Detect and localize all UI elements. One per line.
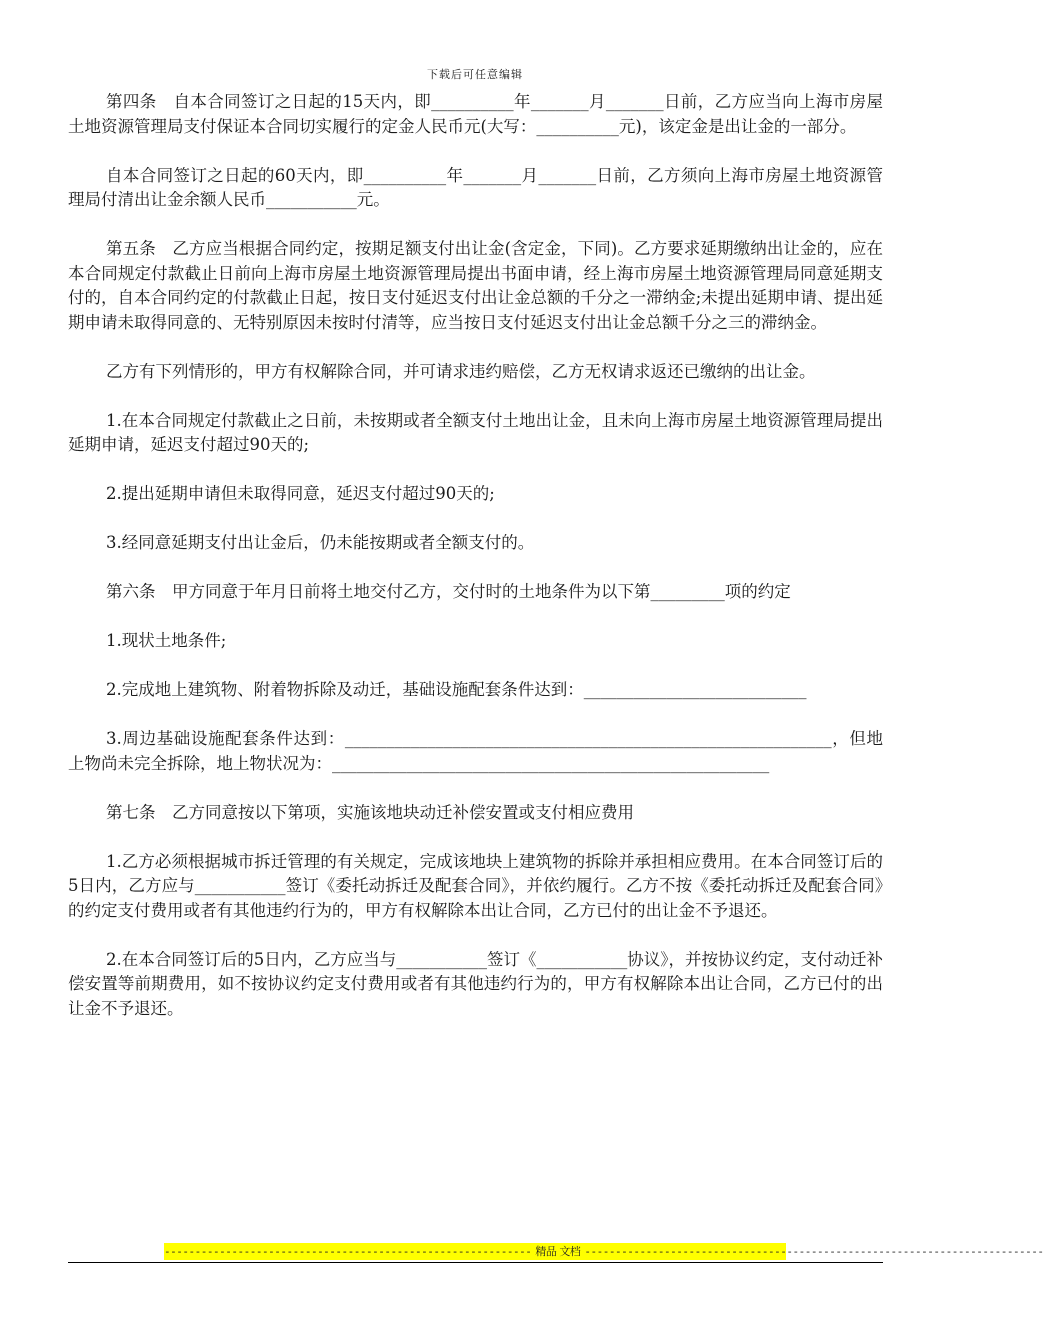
clause-7-item-1: 1.乙方必须根据城市拆迁管理的有关规定，完成该地块上建筑物的拆除并承担相应费用。在本合同签订后的5日内，乙方应与___________签订《委托动拆迁及配套合同》，并依约履行。乙方不按《委托动拆迁及配套合同》的约定支付费用或者有其他违约行为的，甲方有权解除本出让合同，乙方已付的出让金不予退还。 bbox=[68, 851, 883, 920]
clause-6-item-1: 1.现状土地条件; bbox=[106, 631, 227, 650]
document-body bbox=[68, 90, 883, 1046]
termination-item-2: 2.提出延期申请但未取得同意，延迟支付超过90天的; bbox=[106, 484, 495, 503]
footer-rule bbox=[68, 1262, 883, 1263]
clause-7: 第七条 乙方同意按以下第项，实施该地块动迁补偿安置或支付相应费用 bbox=[106, 802, 634, 822]
clause-7-item-2: 2.在本合同签订后的5日内，乙方应当与___________签订《___________协议》，并按协议约定，支付动迁补偿安置等前期费用，如不按协议约定支付费用或者有其他违约行为的，甲方有权解除本出让合同，乙方已付的出让金不予退还。 bbox=[68, 949, 883, 1018]
termination-item-1: 1.在本合同规定付款截止之日前，未按期或者全额支付土地出让金，且未向上海市房屋土地资源管理局提出延期申请，延迟支付超过90天的; bbox=[68, 410, 883, 454]
termination-item-3: 3.经同意延期支付出让金后，仍未能按期或者全额支付的。 bbox=[106, 533, 535, 552]
page-header: 下载后可任意编辑 bbox=[427, 68, 523, 81]
footer-label: 精品 文档 bbox=[531, 1245, 584, 1258]
footer-right-dashes: --------------------------------------------------------------------------- bbox=[584, 1245, 1044, 1258]
clause-6-item-3: 3.周边基础设施配套条件达到：___________________________________________________________，但地上物尚未完全拆除，地上物状况为：_____________________________________________________ bbox=[68, 729, 883, 773]
clause-4-deposit: 第四条 自本合同签订之日起的15天内，即__________年_______月_______日前，乙方应当向上海市房屋土地资源管理局支付保证本合同切实履行的定金人民币元(大写：__________元)，该定金是出让金的一部分。 bbox=[68, 92, 883, 136]
footer-watermark bbox=[164, 1243, 1044, 1260]
clause-4-balance: 自本合同签订之日起的60天内，即__________年_______月_______日前，乙方须向上海市房屋土地资源管理局付清出让金余额人民币___________元。 bbox=[68, 165, 883, 209]
clause-6: 第六条 甲方同意于年月日前将土地交付乙方，交付时的土地条件为以下第_________项的约定 bbox=[106, 582, 791, 601]
footer-left-dashes: ------------------------------------------------------------ bbox=[164, 1245, 532, 1258]
termination-conditions: 乙方有下列情形的，甲方有权解除合同，并可请求违约赔偿，乙方无权请求返还已缴纳的出让金。 bbox=[106, 361, 816, 381]
clause-5: 第五条 乙方应当根据合同约定，按期足额支付出让金(含定金，下同)。乙方要求延期缴纳出让金的，应在本合同规定付款截止日前向上海市房屋土地资源管理局提出书面申请，经上海市房屋土地资源管理局同意延期支付的，自本合同约定的付款截止日起，按日支付延迟支付出让金总额的千分之一滞纳金;未提出延期申请、提出延期申请未取得同意的、无特别原因未按时付清等，应当按日支付延迟支付出让金总额千分之三的滞纳金。 bbox=[68, 239, 883, 332]
clause-6-item-2: 2.完成地上建筑物、附着物拆除及动迁，基础设施配套条件达到：___________________________ bbox=[106, 680, 807, 699]
